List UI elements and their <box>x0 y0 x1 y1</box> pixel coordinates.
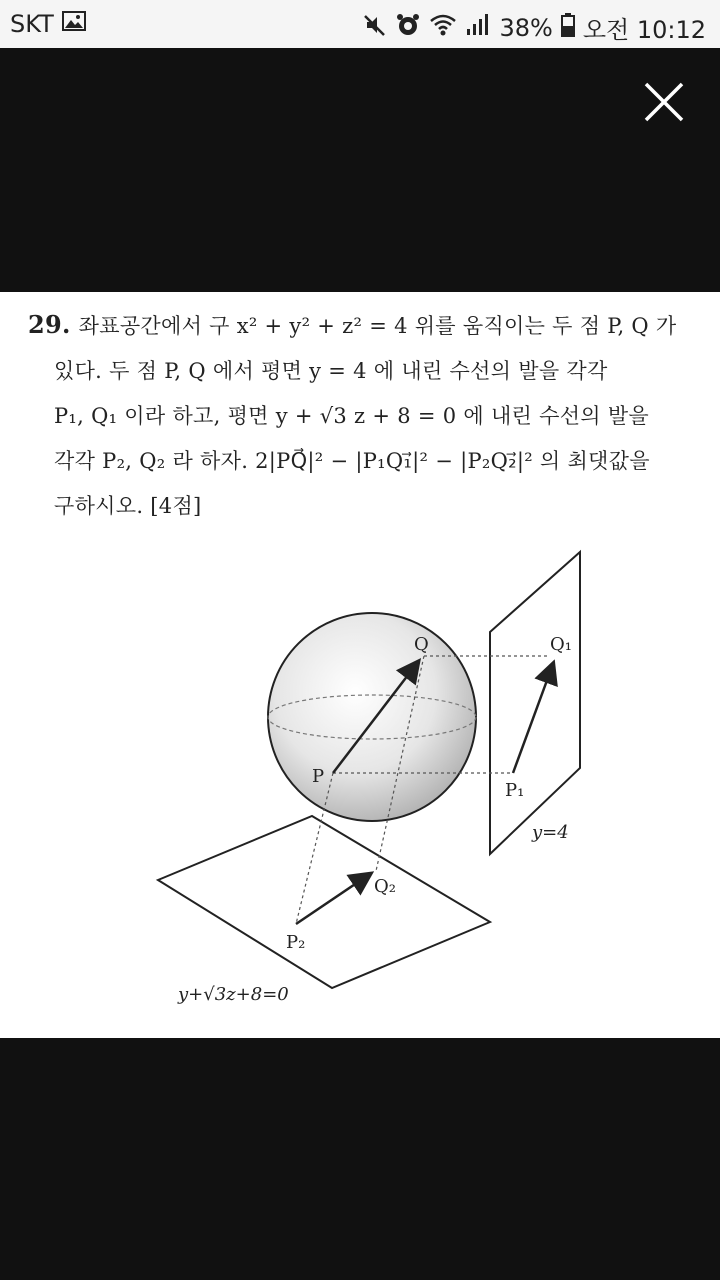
geometry-diagram <box>0 532 720 1032</box>
signal-icon <box>465 13 491 43</box>
wifi-icon <box>429 13 457 43</box>
image-icon <box>62 10 86 38</box>
problem-text <box>28 302 708 529</box>
carrier-label: SKT <box>10 10 54 38</box>
label-q1: Q₁ <box>550 634 572 655</box>
plane-bottom <box>158 816 490 988</box>
plane-right <box>490 552 580 854</box>
alarm-icon <box>395 12 421 44</box>
problem-number: 29. <box>28 310 71 339</box>
label-q: Q <box>414 634 429 655</box>
label-q2: Q₂ <box>374 876 396 897</box>
sphere <box>268 613 476 821</box>
plane-bottom-label: y+√3z+8=0 <box>178 984 289 1005</box>
close-button[interactable] <box>640 78 688 126</box>
problem-line-1: 좌표공간에서 구 x² + y² + z² = 4 위를 움직이는 두 점 P, Q 가 <box>78 314 677 338</box>
problem-image <box>0 292 720 1038</box>
clock: 오전 10:12 <box>582 16 706 44</box>
problem-line-4: 각각 P₂, Q₂ 라 하자. 2|PQ⃗|² − |P₁Q₁⃗|² − |P₂Q₂⃗|² 의 최댓값을 <box>54 449 650 473</box>
status-bar <box>0 0 720 48</box>
problem-line-3: P₁, Q₁ 이라 하고, 평면 y + √3 z + 8 = 0 에 내린 수선의 발을 <box>54 404 650 428</box>
problem-line-2: 있다. 두 점 P, Q 에서 평면 y = 4 에 내린 수선의 발을 각각 <box>54 359 608 383</box>
problem-line-5: 구하시오. [4점] <box>54 494 202 518</box>
battery-icon <box>561 13 575 43</box>
label-p1: P₁ <box>505 780 525 801</box>
label-p: P <box>312 766 325 787</box>
close-icon <box>640 78 688 126</box>
battery-percent: 38% <box>499 13 553 42</box>
mute-icon <box>363 13 387 43</box>
label-p2: P₂ <box>286 932 306 953</box>
plane-right-label: y=4 <box>532 822 569 843</box>
